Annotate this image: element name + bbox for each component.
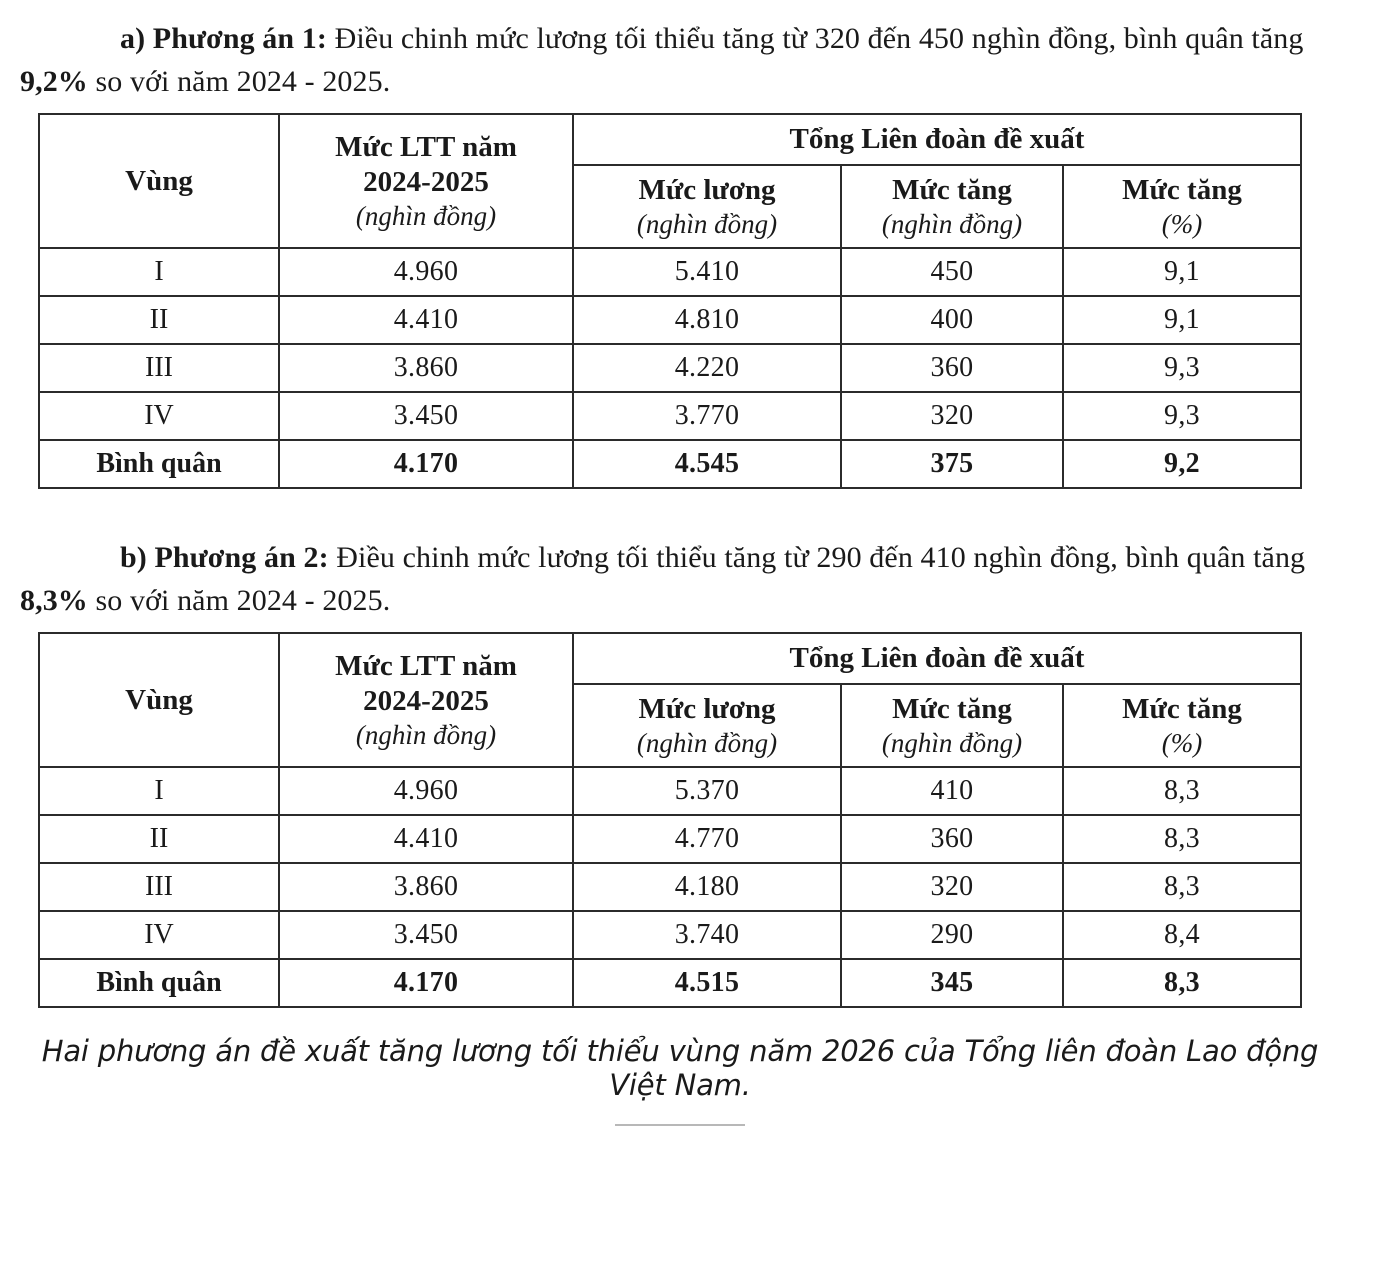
cell-vung: Bình quân — [39, 959, 279, 1007]
cell-tang: 290 — [841, 911, 1063, 959]
table-head — [39, 633, 1301, 767]
header-muc-tang-pct — [1063, 165, 1301, 248]
cell-vung: IV — [39, 911, 279, 959]
header-vung: Vùng — [39, 633, 279, 767]
table-row — [39, 344, 1301, 392]
table-row — [39, 911, 1301, 959]
table-row — [39, 863, 1301, 911]
cell-vung: IV — [39, 392, 279, 440]
cell-vung: I — [39, 248, 279, 296]
cell-pct: 9,1 — [1063, 296, 1301, 344]
header-muc-tang-title: Mức tăng — [892, 693, 1012, 726]
cell-tang: 375 — [841, 440, 1063, 488]
cell-luong: 4.770 — [573, 815, 841, 863]
cell-tang: 320 — [841, 863, 1063, 911]
cell-vung: I — [39, 767, 279, 815]
table-header-row-1 — [39, 633, 1301, 684]
cell-ltt: 3.860 — [279, 863, 573, 911]
cell-vung: III — [39, 344, 279, 392]
cell-vung: II — [39, 296, 279, 344]
header-muc-tang-unit: (nghìn đồng) — [881, 727, 1023, 758]
header-group-proposal: Tổng Liên đoàn đề xuất — [573, 633, 1301, 684]
paragraph-option-1 — [20, 18, 1340, 103]
cell-vung: III — [39, 863, 279, 911]
header-muc-luong-title: Mức lương — [638, 173, 776, 206]
cell-ltt: 4.170 — [279, 959, 573, 1007]
cell-ltt: 3.450 — [279, 392, 573, 440]
header-muc-luong-title: Mức lương — [638, 693, 776, 726]
header-muc-tang-pct — [1063, 684, 1301, 767]
cell-pct: 8,4 — [1063, 911, 1301, 959]
table-option-2 — [38, 632, 1302, 1008]
header-muc-tang-title: Mức tăng — [892, 173, 1012, 206]
header-muc-tang-pct-title: Mức tăng — [1122, 693, 1242, 726]
cell-luong: 5.370 — [573, 767, 841, 815]
cell-pct: 8,3 — [1063, 863, 1301, 911]
table-row — [39, 248, 1301, 296]
cell-tang: 410 — [841, 767, 1063, 815]
option-2-text: Điều chinh mức lương tối thiểu tăng từ 290 đến 410 nghìn đồng, bình quân tăng — [328, 541, 1306, 575]
option-1-highlight: 9,2% — [20, 64, 88, 98]
cell-ltt: 4.170 — [279, 440, 573, 488]
option-1-text: Điều chinh mức lương tối thiểu tăng từ 320 đến 450 nghìn đồng, bình quân tăng — [326, 22, 1304, 55]
header-muc-luong — [573, 684, 841, 767]
cell-vung: Bình quân — [39, 440, 279, 488]
option-1-text-end: so với năm 2024 - 2025. — [87, 64, 391, 98]
header-muc-tang-pct-unit: (%) — [1161, 727, 1203, 758]
option-1-label: a) Phương án 1: — [120, 22, 327, 55]
table-wrapper-option-1 — [38, 113, 1300, 489]
cell-luong: 3.740 — [573, 911, 841, 959]
cell-luong: 4.220 — [573, 344, 841, 392]
table-row — [39, 392, 1301, 440]
header-muc-luong-unit: (nghìn đồng) — [636, 208, 778, 239]
header-ltt-line2: 2024-2025 — [363, 165, 489, 198]
cell-luong: 3.770 — [573, 392, 841, 440]
cell-tang: 450 — [841, 248, 1063, 296]
cell-luong: 4.545 — [573, 440, 841, 488]
cell-tang: 360 — [841, 815, 1063, 863]
table-body — [39, 248, 1301, 488]
option-2-label: b) Phương án 2: — [120, 541, 329, 575]
table-option-1 — [38, 113, 1302, 489]
header-muc-tang-pct-title: Mức tăng — [1122, 173, 1242, 206]
header-muc-tang-pct-unit: (%) — [1161, 208, 1203, 239]
cell-pct: 9,3 — [1063, 344, 1301, 392]
cell-tang: 360 — [841, 344, 1063, 392]
header-muc-luong-unit: (nghìn đồng) — [636, 727, 778, 758]
table-row — [39, 296, 1301, 344]
table-row-average — [39, 959, 1301, 1007]
cell-tang: 345 — [841, 959, 1063, 1007]
cell-pct: 9,2 — [1063, 440, 1301, 488]
table-row — [39, 815, 1301, 863]
header-muc-tang — [841, 165, 1063, 248]
cell-ltt: 4.410 — [279, 296, 573, 344]
header-ltt-line2: 2024-2025 — [363, 685, 489, 718]
table-row — [39, 767, 1301, 815]
cell-ltt: 3.860 — [279, 344, 573, 392]
cell-pct: 9,3 — [1063, 392, 1301, 440]
cell-ltt: 4.410 — [279, 815, 573, 863]
cell-luong: 4.515 — [573, 959, 841, 1007]
cell-ltt: 4.960 — [279, 767, 573, 815]
cell-vung: II — [39, 815, 279, 863]
option-2-highlight: 8,3% — [20, 583, 88, 617]
cell-ltt: 3.450 — [279, 911, 573, 959]
cell-pct: 9,1 — [1063, 248, 1301, 296]
header-ltt-unit: (nghìn đồng) — [355, 200, 497, 231]
cell-tang: 400 — [841, 296, 1063, 344]
cell-luong: 5.410 — [573, 248, 841, 296]
header-ltt — [279, 114, 573, 248]
section-spacer — [20, 489, 1340, 537]
table-row-average — [39, 440, 1301, 488]
table-body — [39, 767, 1301, 1007]
header-ltt-unit: (nghìn đồng) — [355, 719, 497, 750]
header-muc-tang — [841, 684, 1063, 767]
cell-pct: 8,3 — [1063, 767, 1301, 815]
cell-luong: 4.810 — [573, 296, 841, 344]
figure-caption: Hai phương án đề xuất tăng lương tối thiểu vùng năm 2026 của Tổng liên đoàn Lao động Việt Nam. — [41, 1034, 1319, 1103]
header-ltt — [279, 633, 573, 767]
cell-tang: 320 — [841, 392, 1063, 440]
cell-luong: 4.180 — [573, 863, 841, 911]
cell-pct: 8,3 — [1063, 815, 1301, 863]
table-wrapper-option-2 — [38, 632, 1300, 1008]
header-ltt-line1: Mức LTT năm — [335, 650, 517, 683]
header-vung: Vùng — [39, 114, 279, 248]
header-group-proposal: Tổng Liên đoàn đề xuất — [573, 114, 1301, 165]
table-head — [39, 114, 1301, 248]
footer-divider — [615, 1124, 745, 1126]
header-muc-luong — [573, 165, 841, 248]
table-header-row-1 — [39, 114, 1301, 165]
option-2-text-end: so với năm 2024 - 2025. — [87, 583, 391, 617]
paragraph-option-2 — [20, 537, 1340, 622]
header-muc-tang-unit: (nghìn đồng) — [881, 208, 1023, 239]
header-ltt-line1: Mức LTT năm — [335, 131, 517, 164]
cell-ltt: 4.960 — [279, 248, 573, 296]
cell-pct: 8,3 — [1063, 959, 1301, 1007]
